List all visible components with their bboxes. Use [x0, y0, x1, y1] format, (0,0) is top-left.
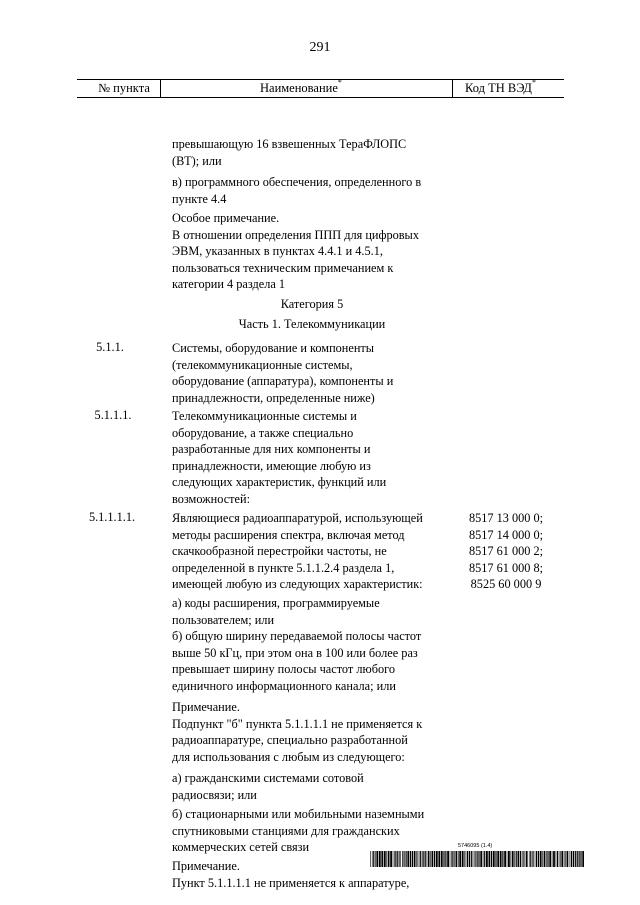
table-header	[77, 79, 564, 98]
header-divider	[452, 80, 453, 97]
item-number: 5.1.1.	[96, 340, 124, 354]
header-code: Код ТН ВЭД*	[465, 78, 536, 95]
tnved-code: 8517 61 000 2;	[468, 544, 544, 558]
text-block: а) гражданскими системами сотовой радиосвязи; или	[172, 771, 364, 802]
text-block: а) коды расширения, программируемые пользователем; или б) общую ширину передаваемой полосы частот выше 50 кГц, при этом она в 100 или более раз превышает ширину полосы частот любого единичного информационного канала; или	[172, 596, 422, 693]
item-text: Телекоммуникационные системы и оборудование, а также специально разработанные для них компоненты и принадлежности, имеющие любую из следующих характеристик, функций или возможностей:	[172, 409, 387, 506]
header-name: Наименование*	[260, 78, 342, 95]
item-number: 5.1.1.1.	[94, 408, 132, 422]
text-block: превышающую 16 взвешенных ТераФЛОПС (ВТ); или	[172, 137, 407, 168]
category-heading: Категория 5	[280, 297, 344, 311]
note: Примечание. Подпункт "б" пункта 5.1.1.1.1 не применяется к радиоаппаратуре, специально разработанной для использования с любым из следующего:	[172, 700, 423, 764]
tnved-code: 8525 60 000 9	[470, 577, 542, 591]
part-heading: Часть 1. Телекоммуникации	[238, 317, 386, 331]
document-stamp: 5746095 (1.4)	[458, 843, 493, 849]
item-text: Системы, оборудование и компоненты (телекоммуникационные системы, оборудование (аппаратура), компоненты и принадлежности, определенные ниже)	[172, 341, 394, 405]
barcode-image	[370, 851, 584, 867]
item-number: 5.1.1.1.1.	[88, 510, 136, 524]
tnved-codes	[456, 510, 556, 593]
header-item-number: № пункта	[98, 81, 150, 95]
note: Примечание. Пункт 5.1.1.1.1 не применяется к аппаратуре,	[172, 859, 410, 890]
tnved-code: 8517 61 000 8;	[468, 560, 544, 575]
item-text: Являющиеся радиоаппаратурой, использующей методы расширения спектра, включая метод скачкообразной перестройки частоты, не определенной в пункте 5.1.1.2.4 раздела 1, имеющей любую из следующих характеристик:	[172, 511, 423, 591]
page-number: 291	[309, 40, 331, 55]
tnved-code: 8517 13 000 0;	[468, 511, 544, 525]
tnved-code: 8517 14 000 0;	[468, 527, 544, 542]
text-block: б) стационарными или мобильными наземными спутниковыми станциями для гражданских коммерческих сетей связи	[172, 807, 425, 854]
header-divider	[160, 80, 161, 97]
special-note: Особое примечание. В отношении определения ППП для цифровых ЭВМ, указанных в пунктах 4.4.1 и 4.5.1, пользоваться техническим примечанием к категории 4 раздела 1	[172, 211, 419, 291]
text-block: в) программного обеспечения, определенного в пункте 4.4	[172, 175, 422, 206]
